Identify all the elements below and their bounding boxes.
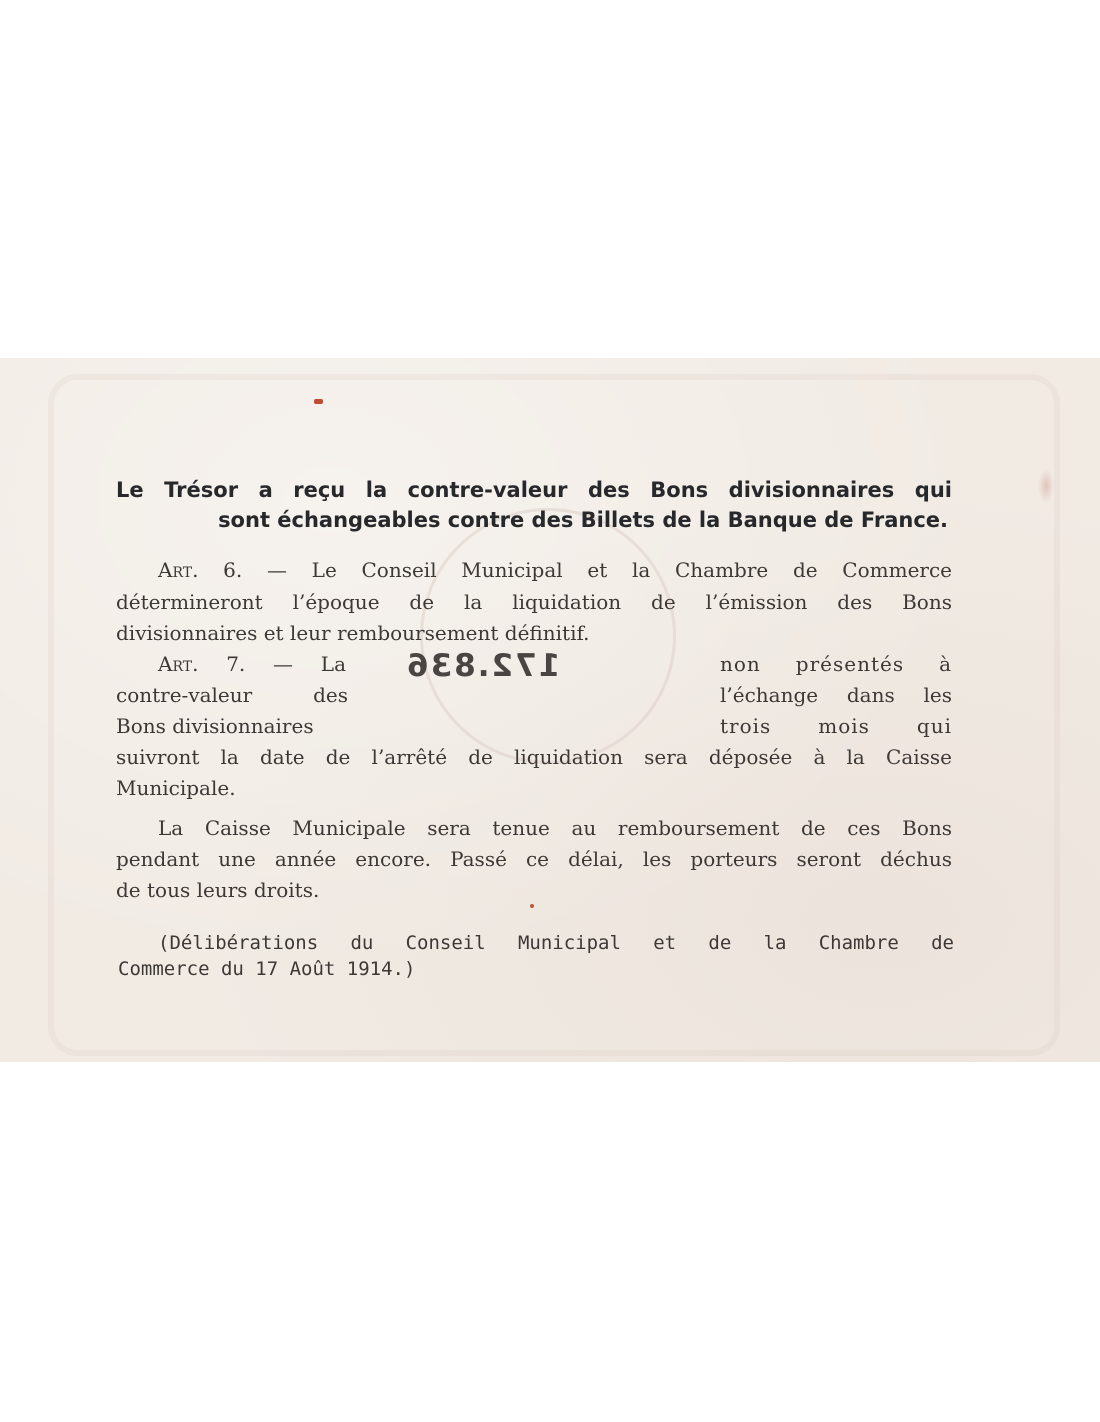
article-7-right-line-1: non présentés à — [720, 652, 952, 676]
footer-line-2: Commerce du 17 Août 1914.) — [118, 958, 416, 980]
banknote-reverse — [0, 358, 1100, 1062]
article-7-label: Art. 7. — [158, 652, 246, 676]
article-6-line-1 — [158, 554, 952, 586]
heading-line-1: Le Trésor a reçu la contre-valeur des Bons divisionnaires qui — [116, 478, 952, 502]
ink-speck — [530, 904, 534, 908]
red-ink-speck — [314, 399, 323, 404]
article-7-left-line-1 — [158, 648, 346, 680]
article-7-left-line-3: Bons divisionnaires — [116, 714, 314, 738]
article-6-line-2: détermineront l’époque de la liquidation de l’émission des Bons — [116, 590, 952, 614]
article-7-right-line-2: l’échange dans les — [720, 683, 952, 707]
article-6-line-1-text: — Le Conseil Municipal et la Chambre de Commerce — [266, 558, 953, 582]
heading-line-2: sont échangeables contre des Billets de la Banque de France. — [218, 508, 948, 532]
article-7-right-line-3: trois mois qui — [720, 714, 952, 738]
article-7-line-4: suivront la date de l’arrêté de liquidation sera déposée à la Caisse — [116, 745, 952, 769]
paragraph-line-3: de tous leurs droits. — [116, 878, 320, 902]
paragraph-line-1: La Caisse Municipale sera tenue au remboursement de ces Bons — [158, 816, 952, 840]
edge-stain — [1038, 468, 1054, 504]
article-6-label: Art. 6. — [158, 558, 243, 582]
article-7-left-line-1-text: — La — [273, 652, 347, 676]
footer-line-1: (Délibérations du Conseil Municipal et de la Chambre de — [158, 932, 954, 954]
article-7-line-5: Municipale. — [116, 776, 236, 800]
article-7-left-line-2: contre-valeur des — [116, 683, 348, 707]
article-6-line-3: divisionnaires et leur remboursement définitif. — [116, 621, 590, 645]
paragraph-line-2: pendant une année encore. Passé ce délai, les porteurs seront déchus — [116, 847, 952, 871]
serial-number: 172.836 — [405, 648, 561, 684]
